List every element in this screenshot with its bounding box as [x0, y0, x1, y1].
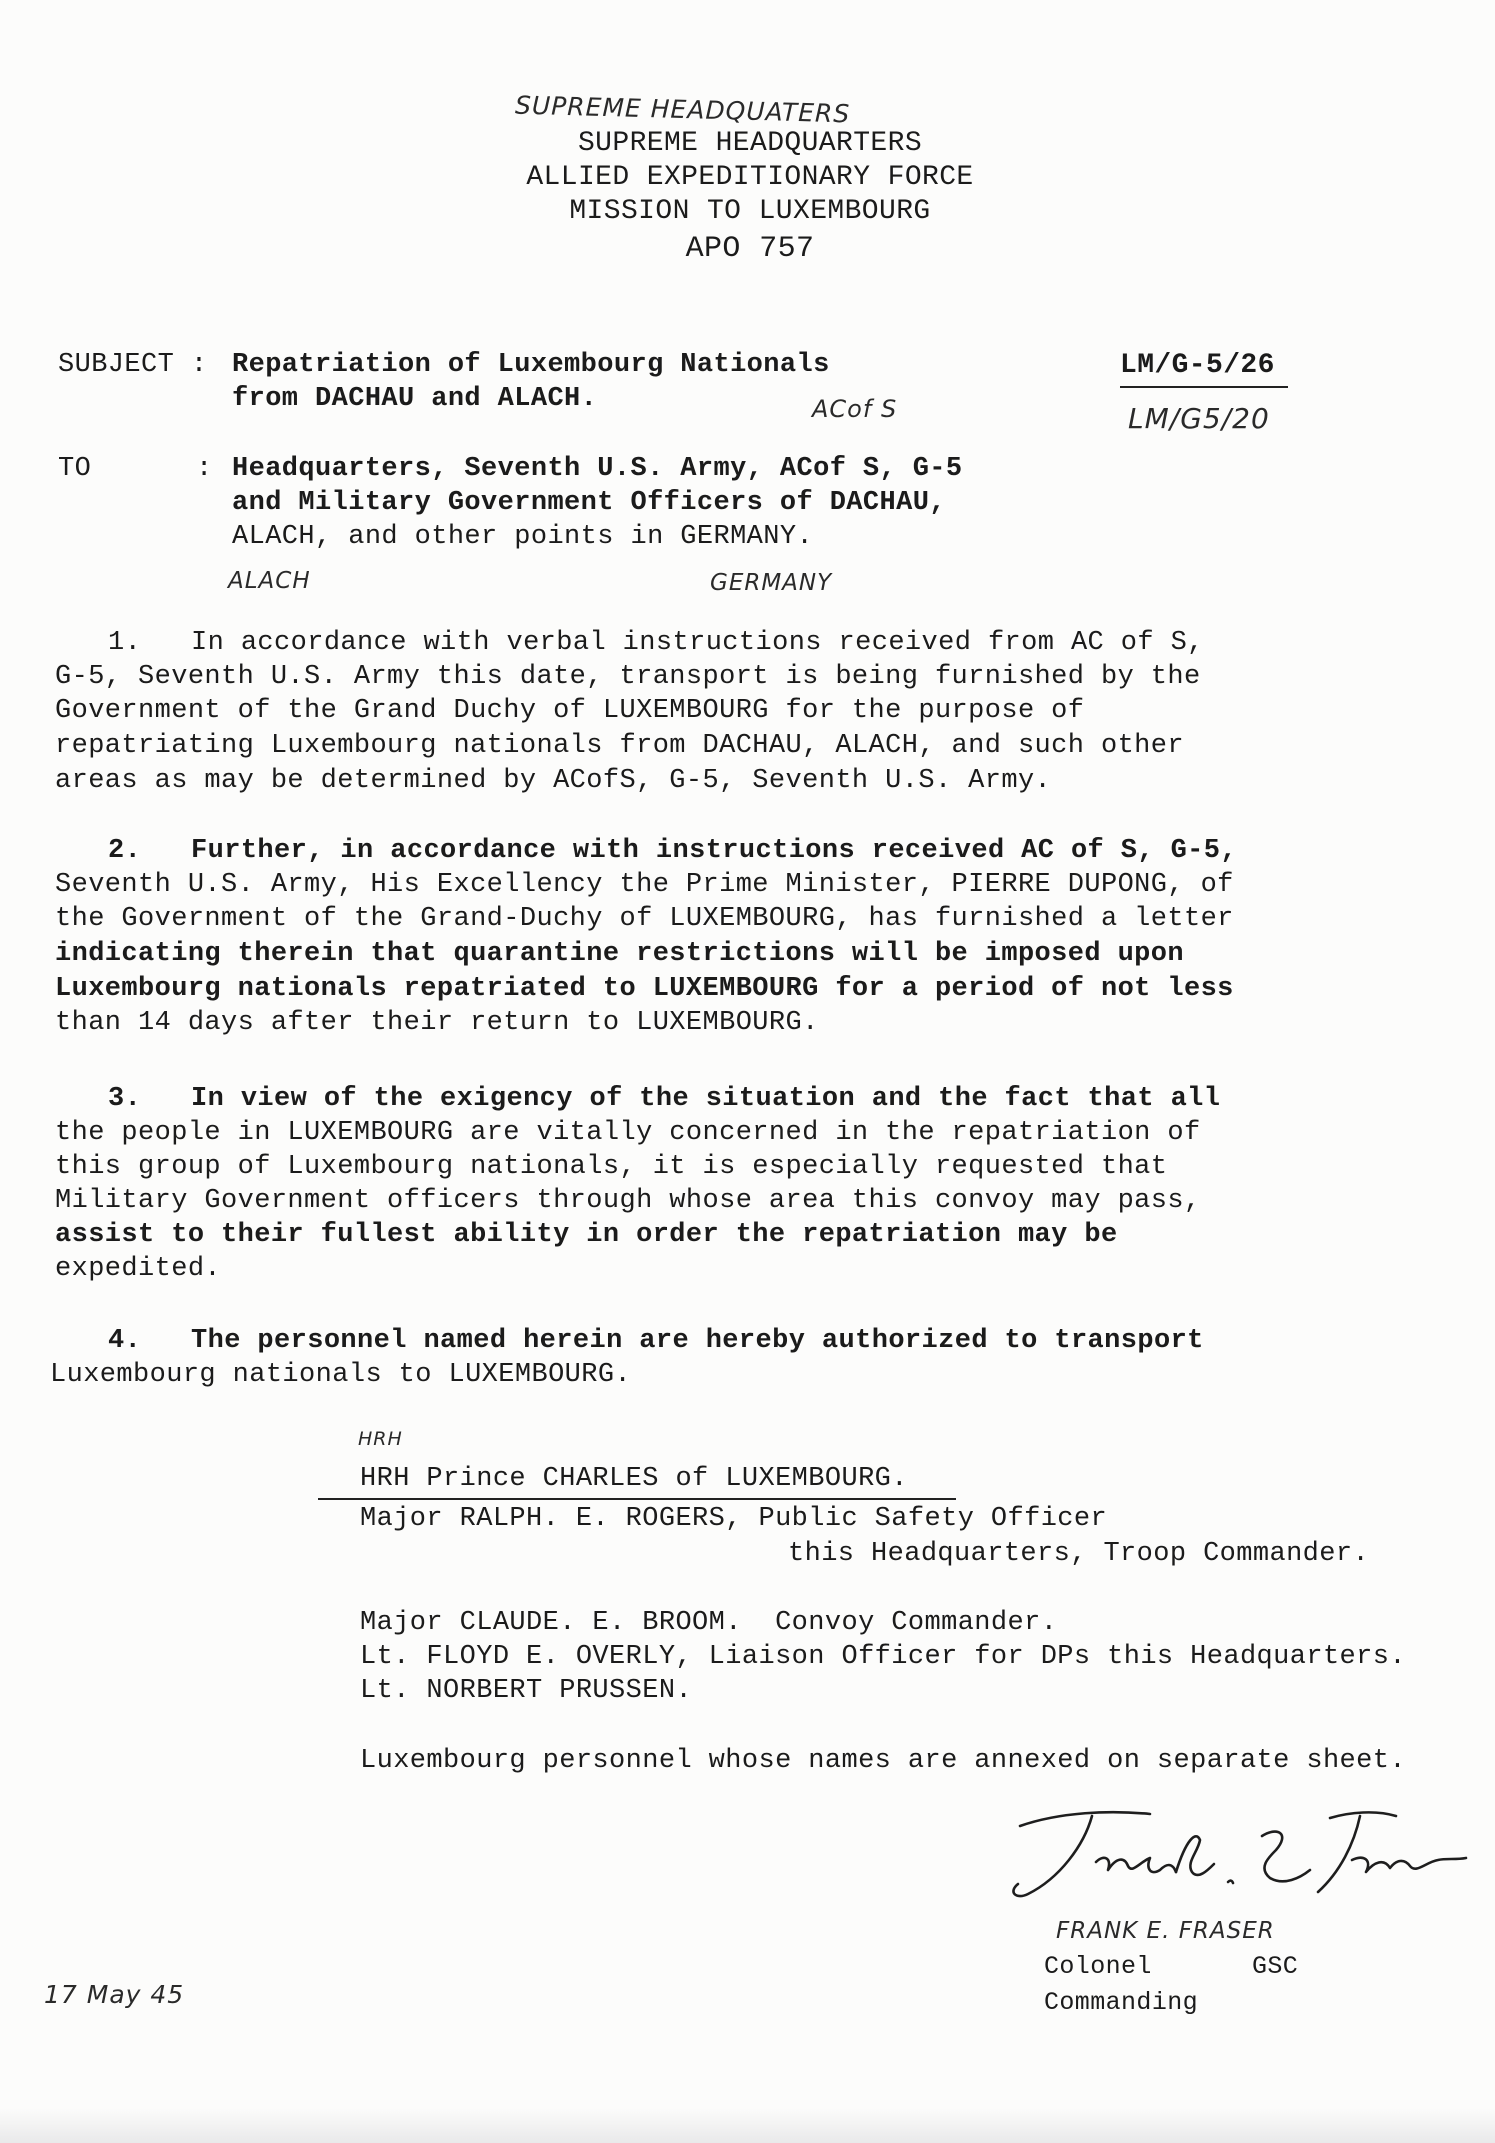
subject-label: SUBJECT : — [58, 350, 208, 380]
handwritten-acofs: ACof S — [812, 395, 898, 423]
handwritten-alach: ALACH — [228, 568, 311, 594]
signer-rank: Colonel — [1044, 1952, 1152, 1981]
paragraph-line: 3. In view of the exigency of the situation and the fact that all — [108, 1084, 1221, 1114]
handwritten-header: SUPREME HEADQUATERS — [514, 90, 851, 129]
page-bottom-edge — [0, 2108, 1495, 2143]
paragraph-line: areas as may be determined by ACofS, G-5, Seventh U.S. Army. — [55, 766, 1052, 796]
to-line-2: and Military Government Officers of DACHAU, — [232, 488, 946, 518]
handwritten-signature — [1000, 1800, 1470, 1910]
personnel-rogers-line-1: Major RALPH. E. ROGERS, Public Safety Officer — [360, 1504, 1108, 1534]
personnel-annex-note: Luxembourg personnel whose names are annexed on separate sheet. — [360, 1746, 1406, 1776]
paragraph-line: G-5, Seventh U.S. Army this date, transport is being furnished by the — [55, 662, 1201, 692]
header-line-3: MISSION TO LUXEMBOURG — [569, 196, 931, 227]
personnel-overly: Lt. FLOYD E. OVERLY, Liaison Officer for DPs this Headquarters. — [360, 1642, 1406, 1672]
to-colon: : — [196, 454, 213, 484]
header-line-4: APO 757 — [685, 232, 815, 266]
paragraph-line: than 14 days after their return to LUXEMBOURG. — [55, 1008, 819, 1038]
personnel-rogers-line-2: this Headquarters, Troop Commander. — [788, 1539, 1370, 1569]
signature-underline — [318, 1498, 956, 1500]
paragraph-line: Luxembourg nationals to LUXEMBOURG. — [50, 1360, 632, 1390]
signer-title: Commanding — [1044, 1988, 1199, 2017]
paragraph-line: the people in LUXEMBOURG are vitally concerned in the repatriation of — [55, 1118, 1201, 1148]
paragraph-line: 4. The personnel named herein are hereby authorized to transport — [108, 1326, 1204, 1356]
header-line-1: SUPREME HEADQUARTERS — [577, 128, 923, 159]
paragraph-line: 1. In accordance with verbal instructions received from AC of S, — [108, 628, 1204, 658]
paragraph-line: indicating therein that quarantine restrictions will be imposed upon — [55, 939, 1184, 969]
subject-line-2: from DACHAU and ALACH. — [232, 384, 598, 414]
handwritten-hrh: HRH — [358, 1428, 403, 1450]
to-label: TO — [58, 454, 92, 484]
handwritten-reference: LM/G5/20 — [1128, 402, 1270, 435]
paragraph-line: 2. Further, in accordance with instructions received AC of S, G-5, — [108, 836, 1237, 866]
paragraph-line: Luxembourg nationals repatriated to LUXEMBOURG for a period of not less — [55, 974, 1234, 1004]
header-line-2: ALLIED EXPEDITIONARY FORCE — [526, 162, 974, 193]
reference-underline — [1120, 386, 1288, 388]
signer-unit: GSC — [1252, 1952, 1299, 1981]
to-line-1: Headquarters, Seventh U.S. Army, ACof S, G-5 — [232, 454, 963, 484]
paragraph-line: Military Government officers through whose area this convoy may pass, — [55, 1186, 1201, 1216]
subject-line-1: Repatriation of Luxembourg Nationals — [232, 350, 830, 380]
signer-name: FRANK E. FRASER — [1056, 1918, 1275, 1944]
paragraph-line: the Government of the Grand-Duchy of LUXEMBOURG, has furnished a letter — [55, 904, 1234, 934]
paragraph-line: Seventh U.S. Army, His Excellency the Prime Minister, PIERRE DUPONG, of — [55, 870, 1234, 900]
paragraph-line: Government of the Grand Duchy of LUXEMBOURG for the purpose of — [55, 696, 1085, 726]
paragraph-line: expedited. — [55, 1254, 222, 1284]
document-date: 17 May 45 — [44, 1980, 185, 2009]
paragraph-line: this group of Luxembourg nationals, it is especially requested that — [55, 1152, 1168, 1182]
personnel-prussen: Lt. NORBERT PRUSSEN. — [360, 1676, 693, 1706]
paragraph-line: repatriating Luxembourg nationals from DACHAU, ALACH, and such other — [55, 731, 1184, 761]
personnel-hrh: HRH Prince CHARLES of LUXEMBOURG. — [360, 1464, 908, 1494]
paragraph-line: assist to their fullest ability in order the repatriation may be — [55, 1220, 1118, 1250]
to-line-3: ALACH, and other points in GERMANY. — [232, 522, 814, 552]
personnel-broom: Major CLAUDE. E. BROOM. Convoy Commander. — [360, 1608, 1058, 1638]
handwritten-germany: GERMANY — [710, 570, 833, 596]
reference-number: LM/G-5/26 — [1120, 350, 1275, 381]
